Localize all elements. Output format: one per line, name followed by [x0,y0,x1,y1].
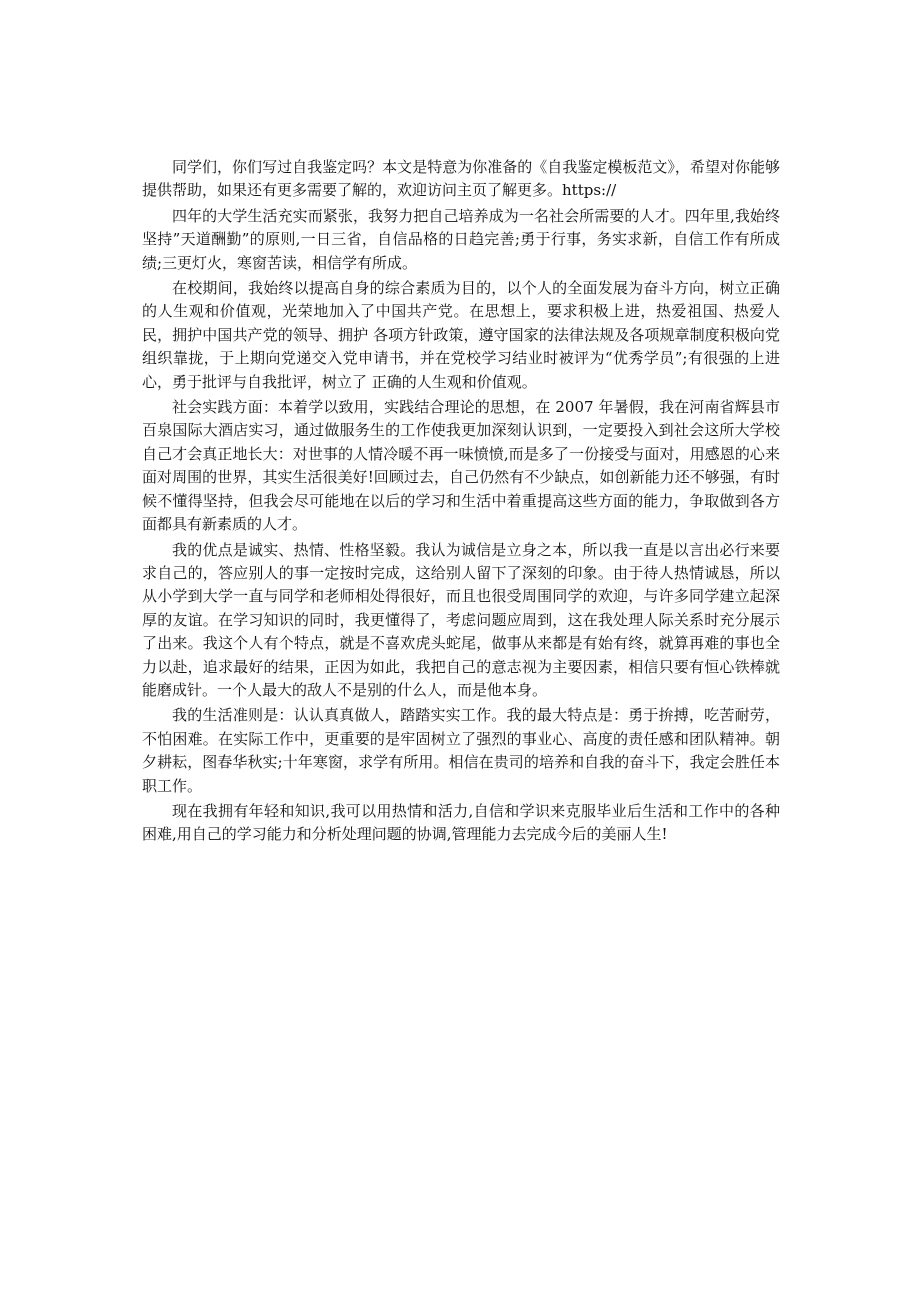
body-paragraph-school-period: 在校期间，我始终以提高自身的综合素质为目的，以个人的全面发展为奋斗方向，树立正确的人生观和价值观，光荣地加入了中国共产党。在思想上，要求积极上进，热爱祖国、热爱人民，拥护中国共产党的领导、拥护 各项方针政策，遵守国家的法律法规及各项规章制度积极向党组织靠拢，于上期向党递交入党申请书，并在党校学习结业时被评为“优秀学员”;有很强的上进心，勇于批评与自我批评，树立了 正确的人生观和价值观。 [142,279,780,391]
body-paragraph-university-life: 四年的大学生活充实而紧张，我努力把自己培养成为一名社会所需要的人才。四年里,我始终坚持”天道酬勤”的原则,一日三省，自信品格的日趋完善;勇于行事，务实求新，自信工作有所成绩;三更灯火，寒窗苦读，相信学有所成。 [142,206,780,272]
intro-paragraph: 同学们，你们写过自我鉴定吗？本文是特意为你准备的《自我鉴定模板范文》，希望对你能够提供帮助，如果还有更多需要了解的，欢迎访问主页了解更多。https:// [142,158,780,200]
body-paragraph-life-principles: 我的生活准则是：认认真真做人，踏踏实实工作。我的最大特点是：勇于拚搏，吃苦耐劳，不怕困难。在实际工作中，更重要的是牢固树立了强烈的事业心、高度的责任感和团队精神。朝夕耕耘，图春华秋实;十年寒窗，求学有所用。相信在贵司的培养和自我的奋斗下，我定会胜任本职工作。 [142,706,780,795]
body-paragraph-strengths: 我的优点是诚实、热情、性格坚毅。我认为诚信是立身之本，所以我一直是以言出必行来要求自己的，答应别人的事一定按时完成，这给别人留下了深刻的印象。由于待人热情诚恳，所以从小学到大学一直与同学和老师相处得很好，而且也很受周围同学的欢迎，与许多同学建立起深厚的友谊。在学习知识的同时，我更懂得了，考虑问题应周到，这在我处理人际关系时充分展示了出来。我这个人有个特点，就是不喜欢虎头蛇尾，做事从来都是有始有终，就算再难的事也全力以赴，追求最好的结果，正因为如此，我把自己的意志视为主要因素，相信只要有恒心铁棒就能磨成针。一个人最大的敌人不是别的什么人，而是他本身。 [142,540,780,699]
body-paragraph-conclusion: 现在我拥有年轻和知识,我可以用热情和活力,自信和学识来克服毕业后生活和工作中的各种困难,用自己的学习能力和分析处理问题的协调,管理能力去完成今后的美丽人生! [142,801,780,844]
body-paragraph-social-practice: 社会实践方面：本着学以致用，实践结合理论的思想，在 2007 年暑假，我在河南省辉县市百泉国际大酒店实习，通过做服务生的工作使我更加深刻认识到，一定要投入到社会这所大学校自己才会真正地长大：对世事的人情冷暖不再一味愤愤,而是多了一份接受与面对，用感恩的心来面对周围的世界，其实生活很美好!回顾过去，自己仍然有不少缺点，如创新能力还不够强，有时候不懂得坚持，但我会尽可能地在以后的学习和生活中着重提高这些方面的能力，争取做到各方面都具有新素质的人才。 [142,398,780,534]
document-body [142,156,780,847]
